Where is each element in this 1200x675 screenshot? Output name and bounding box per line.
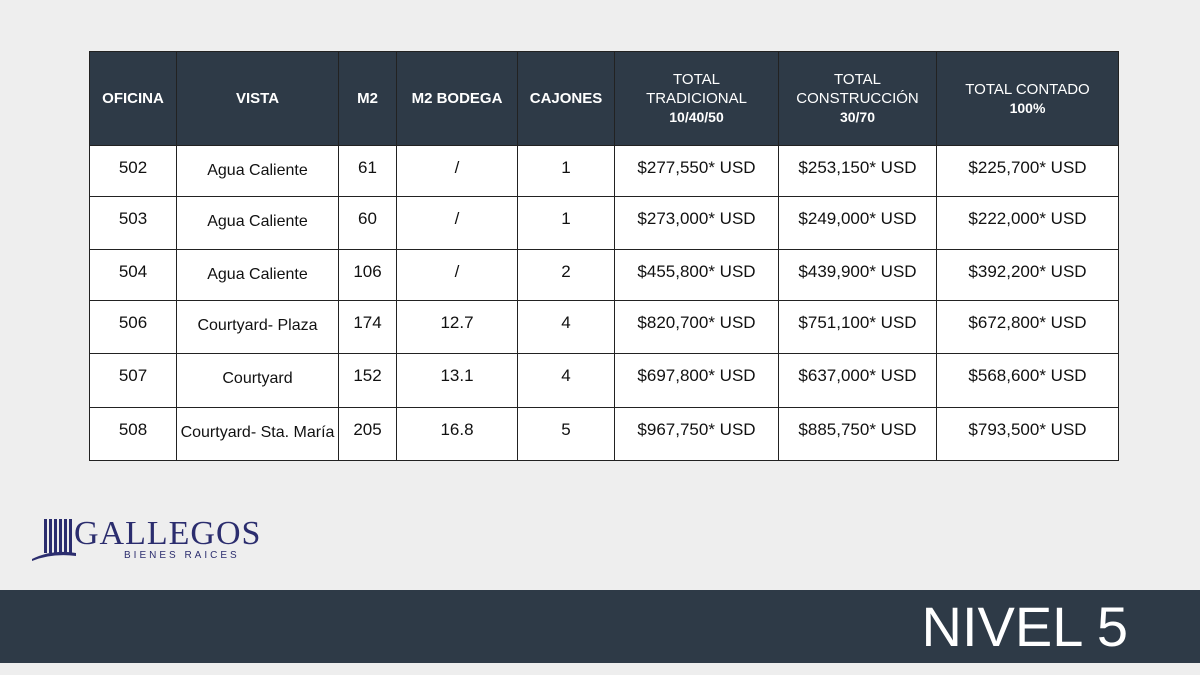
cell-total-contado: $568,600* USD [937, 354, 1119, 408]
cell-m2-bodega: 16.8 [397, 408, 518, 461]
cell-cajones: 1 [518, 146, 615, 197]
header-total-tradicional-line1: TOTAL [673, 71, 720, 88]
cell-m2: 174 [339, 301, 397, 354]
cell-vista: Courtyard- Sta. María [177, 408, 339, 461]
cell-m2-bodega: / [397, 250, 518, 301]
header-total-tradicional [615, 52, 779, 146]
table-row [90, 146, 1119, 197]
cell-total-contado: $793,500* USD [937, 408, 1119, 461]
header-total-construccion-line3: 30/70 [839, 109, 876, 125]
header-oficina: OFICINA [90, 52, 177, 146]
table-row [90, 354, 1119, 408]
cell-cajones: 4 [518, 354, 615, 408]
cell-total-construccion: $885,750* USD [779, 408, 937, 461]
cell-m2: 61 [339, 146, 397, 197]
cell-total-contado: $672,800* USD [937, 301, 1119, 354]
cell-oficina: 508 [90, 408, 177, 461]
cell-total-tradicional: $277,550* USD [615, 146, 779, 197]
cell-cajones: 2 [518, 250, 615, 301]
header-m2-bodega: M2 BODEGA [397, 52, 518, 146]
cell-m2-bodega: 12.7 [397, 301, 518, 354]
cell-cajones: 5 [518, 408, 615, 461]
header-total-construccion-line2: CONSTRUCCIÓN [796, 90, 919, 107]
header-m2: M2 [339, 52, 397, 146]
header-total-tradicional-line2: TRADICIONAL [646, 90, 747, 107]
level-title: NIVEL 5 [921, 595, 1128, 658]
cell-vista: Agua Caliente [177, 197, 339, 250]
cell-total-construccion: $637,000* USD [779, 354, 937, 408]
cell-vista: Courtyard- Plaza [177, 301, 339, 354]
cell-total-tradicional: $697,800* USD [615, 354, 779, 408]
header-total-tradicional-line3: 10/40/50 [669, 109, 724, 125]
cell-m2: 205 [339, 408, 397, 461]
cell-total-contado: $222,000* USD [937, 197, 1119, 250]
table-row [90, 301, 1119, 354]
cell-vista: Courtyard [177, 354, 339, 408]
cell-oficina: 502 [90, 146, 177, 197]
cell-oficina: 506 [90, 301, 177, 354]
table-row [90, 197, 1119, 250]
cell-total-contado: $225,700* USD [937, 146, 1119, 197]
cell-total-tradicional: $273,000* USD [615, 197, 779, 250]
header-total-contado [937, 52, 1119, 146]
cell-m2: 60 [339, 197, 397, 250]
header-total-contado-line1: TOTAL CONTADO [965, 80, 1090, 98]
cell-total-construccion: $751,100* USD [779, 301, 937, 354]
cell-total-construccion: $249,000* USD [779, 197, 937, 250]
table-row [90, 250, 1119, 301]
table-row [90, 408, 1119, 461]
cell-vista: Agua Caliente [177, 250, 339, 301]
cell-total-construccion: $439,900* USD [779, 250, 937, 301]
cell-oficina: 507 [90, 354, 177, 408]
cell-m2-bodega: / [397, 197, 518, 250]
logo-tagline: BIENES RAICES [124, 550, 240, 561]
cell-m2-bodega: / [397, 146, 518, 197]
cell-oficina: 503 [90, 197, 177, 250]
cell-total-contado: $392,200* USD [937, 250, 1119, 301]
building-columns-icon [32, 515, 76, 565]
header-row [90, 52, 1119, 146]
footer-bar [0, 590, 1200, 663]
table-body [90, 146, 1119, 461]
table-header [90, 52, 1119, 146]
cell-m2-bodega: 13.1 [397, 354, 518, 408]
cell-vista: Agua Caliente [177, 146, 339, 197]
cell-total-tradicional: $455,800* USD [615, 250, 779, 301]
header-total-construccion [779, 52, 937, 146]
header-vista: VISTA [177, 52, 339, 146]
cell-oficina: 504 [90, 250, 177, 301]
cell-cajones: 4 [518, 301, 615, 354]
header-cajones: CAJONES [518, 52, 615, 146]
logo-wordmark: GALLEGOS [74, 515, 262, 552]
cell-m2: 152 [339, 354, 397, 408]
price-table [89, 51, 1119, 461]
cell-cajones: 1 [518, 197, 615, 250]
cell-total-tradicional: $967,750* USD [615, 408, 779, 461]
gallegos-logo [32, 515, 262, 565]
cell-total-construccion: $253,150* USD [779, 146, 937, 197]
cell-total-tradicional: $820,700* USD [615, 301, 779, 354]
header-total-construccion-line1: TOTAL [834, 71, 881, 88]
cell-m2: 106 [339, 250, 397, 301]
header-total-contado-line2: 100% [1009, 99, 1046, 116]
